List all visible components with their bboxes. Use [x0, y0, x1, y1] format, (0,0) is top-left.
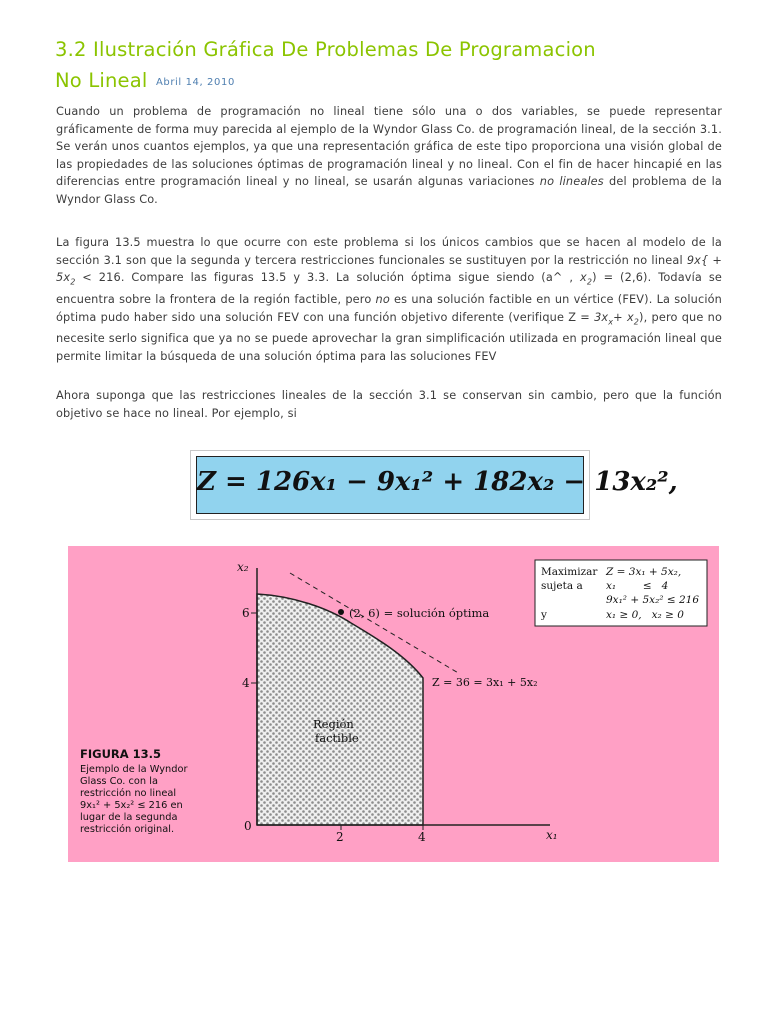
p2-run: 2 [586, 277, 593, 287]
model-row-4-expr: x₁ ≥ 0, x₂ ≥ 0 [606, 609, 684, 621]
optimum-label: (2, 6) = solución óptima [349, 606, 490, 620]
region-label-line-2: factible [315, 731, 359, 745]
model-row-1-expr: Z = 3x₁ + 5x₂, [606, 566, 682, 578]
p2-run: 3x [594, 310, 609, 324]
p3-run: Ahora suponga que las restricciones lineales de la sección 3.1 se conservan sin cambio, pero que la función objetivo se hace no lineal. Por ejemplo, si [56, 389, 722, 420]
p2-run: 2 [70, 277, 76, 287]
p1-run: Cuando un problema de programación no lineal tiene sólo una o dos variables, se puede representar gráficamente de forma muy parecida al ejemplo de la Wyndor Glass Co. de programación lineal, de la sección 3.1. Se verán unos cuantos ejemplos, ya que una representación gráfica de este tipo proporciona una visión global de las propiedades de las soluciones óptimas de programación lineal y no lineal. Con el fin de hacer hincapié en las diferencias entre programación lineal y no lineal, se usarán algunas variaciones [56, 105, 722, 189]
figure-caption-line-4: 9x₁² + 5x₂² ≤ 216 en [80, 800, 183, 811]
tick-label-y4: 4 [242, 676, 250, 690]
p2-run: x [608, 316, 614, 326]
p2-run: + x [613, 310, 634, 324]
p2-run: es una solución factible en un vértice (FEV). La solución óptima pudo haber sido una solución FEV con una función objetivo diferente (verifique Z = [56, 293, 722, 324]
region-label-line-1: Región [313, 717, 354, 731]
article-title [55, 34, 735, 98]
figure-caption-line-5: lugar de la segunda [80, 812, 178, 823]
figure-caption-line-1: Ejemplo de la Wyndor [80, 764, 188, 775]
x-axis-label: x₁ [546, 828, 558, 842]
figure-13-5 [68, 546, 719, 862]
tick-label-y6: 6 [242, 606, 250, 620]
figure-caption-line-6: restricción original. [80, 824, 175, 835]
p1-run: del problema de la Wyndor Glass Co. [56, 175, 722, 206]
model-row-4-label: y [541, 609, 547, 621]
paragraph-intro [56, 103, 722, 209]
title-line-2: No Lineal [55, 69, 148, 92]
equation-panel [196, 456, 678, 514]
tick-label-origin: 0 [244, 819, 252, 833]
objective-line-label: Z = 36 = 3x₁ + 5x₂ [432, 676, 538, 689]
equation-image [190, 450, 678, 520]
paragraph-figure-13-5 [56, 234, 722, 366]
paragraph-objective [56, 387, 722, 422]
figure-caption-title: FIGURA 13.5 [80, 747, 162, 761]
title-line-1: 3.2 Ilustración Gráfica De Problemas De Programacion [55, 38, 596, 61]
equation-text: Z = 126x₁ − 9x₁² + 182x₂ − 13x₂², [197, 467, 678, 497]
p2-run: < 216. Compare las figuras 13.5 y 3.3. La solución óptima sigue siendo (a^ , [75, 271, 581, 285]
model-row-2-expr: x₁ ≤ 4 [606, 580, 669, 592]
model-row-3-expr: 9x₁² + 5x₂² ≤ 216 [606, 594, 700, 606]
p1-run: no lineales [539, 175, 604, 189]
p2-run: x [580, 271, 587, 285]
post-date[interactable]: Abril 14, 2010 [155, 77, 235, 88]
optimum-point [338, 609, 344, 615]
p2-run: La figura 13.5 muestra lo que ocurre con este problema si los únicos cambios que se hacen al modelo de la sección 3.1 son que la segunda y tercera restricciones funcionales se sustituyen por la restricción no lineal [56, 236, 722, 267]
p2-run: 9x{ + 5x [56, 253, 722, 285]
p2-run: no [375, 293, 390, 307]
p2-run: ) = (2,6). Todavía se encuentra sobre la frontera de la región factible, pero [56, 271, 722, 307]
figure-caption-line-2: Glass Co. con la [80, 776, 158, 787]
y-axis-label: x₂ [237, 560, 249, 574]
figure-caption-line-3: restricción no lineal [80, 788, 177, 799]
model-row-2-label: sujeta a [541, 580, 583, 592]
p2-run: ), pero que no necesite serlo significa que ya no se puede aprovechar la gran simplificación utilizada en programación lineal que permite limitar la búsqueda de una solución óptima para las soluciones FEV [56, 310, 723, 364]
model-row-1-label: Maximizar [541, 566, 598, 578]
tick-label-x4: 4 [418, 830, 426, 844]
p2-run: 2 [633, 316, 640, 326]
tick-label-x2: 2 [336, 830, 344, 844]
